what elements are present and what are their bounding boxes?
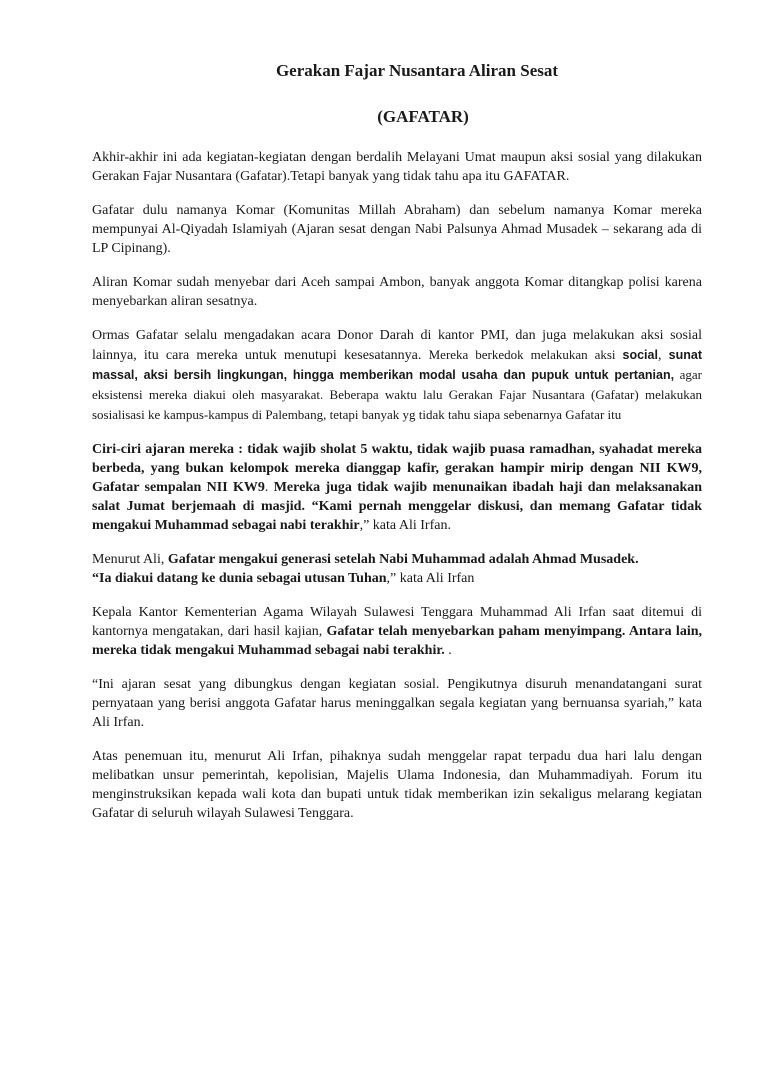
activities-comma: ,	[657, 348, 669, 363]
activities-text-a: Ormas Gafatar selalu mengadakan acara Donor Darah di kantor PMI, dan juga melakukan aksi sosial lainnya, itu cara mereka untuk menutupi kesesatannya.	[92, 328, 702, 363]
ali-statement-lead: Menurut Ali,	[92, 552, 168, 567]
paragraph-meeting: Atas penemuan itu, menurut Ali Irfan, pihaknya sudah menggelar rapat terpadu dua hari lalu dengan melibatkan unsur pemerintah, kepolisian, Majelis Ulama Indonesia, dan Muhammadiyah. Forum itu menginstruksikan kepada wali kota dan bupati untuk tidak memberikan izin sekaligus melarang kegiatan Gafatar di seluruh wilayah Sulawesi Tenggara.	[92, 749, 702, 821]
ali-quote-attrib: ,” kata Ali Irfan	[386, 571, 475, 586]
document-title: Gerakan Fajar Nusantara Aliran Sesat	[275, 61, 559, 80]
paragraph-ali-statement	[92, 550, 702, 588]
paragraph-activities	[92, 326, 702, 425]
activities-highlight: sunat massal, aksi bersih lingkungan, hingga memberikan modal usaha dan pupuk untuk pertanian,	[92, 348, 703, 382]
characteristics-quote-end: ,” kata Ali Irfan.	[359, 518, 451, 533]
paragraph-spread: Aliran Komar sudah menyebar dari Aceh sampai Ambon, banyak anggota Komar ditangkap polisi karena menyebarkan aliran sesatnya.	[92, 275, 702, 309]
document-subtitle: (GAFATAR)	[377, 107, 469, 126]
kemenag-tail: .	[444, 643, 452, 658]
paragraph-quote: “Ini ajaran sesat yang dibungkus dengan kegiatan sosial. Pengikutnya disuruh menandatangani surat pernyataan yang berisi anggota Gafatar harus meninggalkan segala kegiatan yang bernuansa syariah,” kata Ali Irfan.	[92, 677, 702, 730]
ali-statement-bold: Gafatar mengakui generasi setelah Nabi Muhammad adalah Ahmad Musadek.	[167, 552, 639, 567]
kemenag-lead: Kepala Kantor Kementerian Agama Wilayah Sulawesi Tenggara Muhammad Ali Irfan saat ditemui di kantornya mengatakan, dari hasil kajian,	[92, 605, 702, 639]
paragraph-kemenag	[92, 603, 702, 660]
characteristics-bold-a: Ciri-ciri ajaran mereka : tidak wajib sholat 5 waktu, tidak wajib puasa ramadhan, syahadat mereka berbeda, yang bukan kelompok mereka dianggap kafir, gerakan hampir mirip dengan NII KW9, Gafatar sempalan NII KW9	[92, 442, 702, 495]
characteristics-bold-c: Mereka juga tidak wajib menunaikan ibadah haji dan melaksanakan salat Jumat berjemaah di masjid. “Kami pernah menggelar diskusi, dan memang Gafatar tidak mengakui Muhammad sebagai nabi terakhir	[92, 480, 703, 533]
ali-quote-bold: “Ia diakui datang ke dunia sebagai utusan Tuhan	[92, 571, 387, 586]
activities-social: social	[622, 348, 658, 362]
paragraph-history: Gafatar dulu namanya Komar (Komunitas Millah Abraham) dan sebelum namanya Komar mereka mempunyai Al-Qiyadah Islamiyah (Ajaran sesat dengan Nabi Palsunya Ahmad Musadek – sekarang ada di LP Cipinang).	[92, 203, 702, 256]
activities-text-f: agar eksistensi mereka diakui oleh masyarakat. Beberapa waktu lalu Gerakan Fajar Nusantara (Gafatar) melakukan sosialisasi ke kampus-kampus di Palembang, tetapi banyak yg tidak tahu siapa sebenarnya Gafatar itu	[92, 367, 702, 422]
paragraph-intro: Akhir-akhir ini ada kegiatan-kegiatan dengan berdalih Melayani Umat maupun aksi sosial yang dilakukan Gerakan Fajar Nusantara (Gafatar).Tetapi banyak yang tidak tahu apa itu GAFATAR.	[92, 150, 702, 184]
characteristics-sep: .	[264, 480, 274, 495]
activities-text-b: Mereka berkedok melakukan aksi	[428, 347, 623, 362]
paragraph-characteristics	[92, 440, 702, 535]
kemenag-bold: Gafatar telah menyebarkan paham menyimpang. Antara lain, mereka tidak mengakui Muhammad sebagai nabi terakhir.	[92, 624, 702, 658]
